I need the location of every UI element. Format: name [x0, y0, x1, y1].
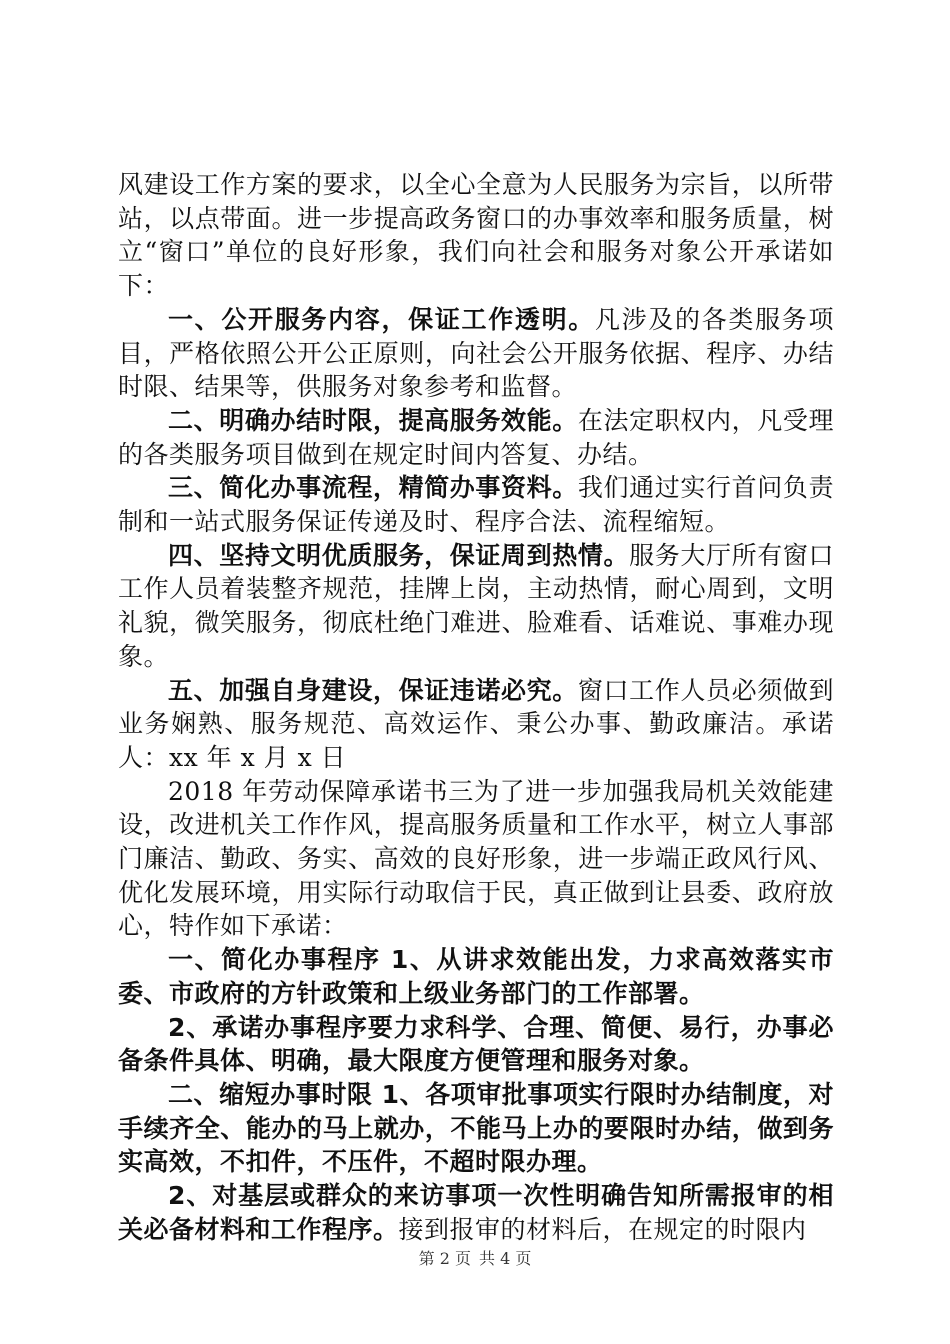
paragraph-item-3	[118, 471, 834, 538]
page-number: 第 2 页	[418, 1249, 471, 1268]
paragraph-bold: 2、对基层或群众的来访事项一次性明确告知所需报审的相关必备材料和工作程序。	[118, 1181, 834, 1244]
paragraph-text: 凡涉及的各类服务项目，严格依照公开公正原则，向社会公开服务依据、程序、办结时限、结果等，供服务对象参考和监督。	[118, 304, 834, 402]
paragraph-text: 在法定职权内，凡受理的各类服务项目做到在规定时间内答复、办结。	[118, 405, 834, 469]
paragraph-bold: 一、公开服务内容，保证工作透明。	[168, 304, 595, 334]
document-body	[118, 168, 834, 1247]
paragraph-bold: 二、明确办结时限，提高服务效能。	[168, 405, 578, 435]
paragraph-item-2	[118, 404, 834, 471]
paragraph-materials	[118, 1179, 834, 1246]
paragraph-text: 我们通过实行首问负责制和一站式服务保证传递及时、程序合法、流程缩短。	[118, 473, 834, 537]
paragraph-intro	[118, 168, 834, 303]
paragraph-bold: 五、加强自身建设，保证违诺必究。	[168, 675, 578, 705]
paragraph-commitment-3	[118, 775, 834, 944]
paragraph-simplify	[118, 943, 834, 1010]
paragraph-text: 窗口工作人员必须做到业务娴熟、服务规范、高效运作、秉公办事、勤政廉洁。承诺人：xx 年 x 月 x 日	[118, 675, 834, 772]
paragraph-procedure	[118, 1011, 834, 1078]
page-total: 共 4 页	[479, 1249, 532, 1268]
paragraph-item-1	[118, 303, 834, 404]
paragraph-bold: 三、简化办事流程，精简办事资料。	[168, 473, 578, 503]
paragraph-text: 2018 年劳动保障承诺书三为了进一步加强我局机关效能建设，改进机关工作作风，提高服务质量和工作水平，树立人事部门廉洁、勤政、务实、高效的良好形象，进一步端正政风行风、优化发展环境，用实际行动取信于民，真正做到让县委、政府放心，特作如下承诺：	[118, 776, 834, 941]
paragraph-text: 风建设工作方案的要求，以全心全意为人民服务为宗旨，以所带站，以点带面。进一步提高政务窗口的办事效率和服务质量，树立“窗口”单位的良好形象，我们向社会和服务对象公开承诺如下：	[118, 170, 834, 301]
paragraph-text: 接到报审的材料后，在规定的时限内	[398, 1214, 807, 1244]
paragraph-bold: 二、缩短办事时限 1、各项审批事项实行限时办结制度，对手续齐全、能办的马上就办，不能马上办的要限时办结，做到务实高效，不扣件，不压件，不超时限办理。	[118, 1079, 834, 1177]
paragraph-bold: 一、简化办事程序 1、从讲求效能出发，力求高效落实市委、市政府的方针政策和上级业务部门的工作部署。	[118, 945, 834, 1008]
paragraph-timelimit	[118, 1078, 834, 1179]
paragraph-item-4	[118, 539, 834, 674]
paragraph-item-5	[118, 674, 834, 775]
paragraph-bold: 2、承诺办事程序要力求科学、合理、简便、易行，办事必备条件具体、明确，最大限度方便管理和服务对象。	[118, 1012, 834, 1076]
paragraph-text: 服务大厅所有窗口工作人员着装整齐规范，挂牌上岗，主动热情，耐心周到，文明礼貌，微笑服务，彻底杜绝门难进、脸难看、话难说、事难办现象。	[118, 540, 834, 671]
page-footer	[0, 1246, 950, 1269]
paragraph-bold: 四、坚持文明优质服务，保证周到热情。	[168, 540, 630, 570]
